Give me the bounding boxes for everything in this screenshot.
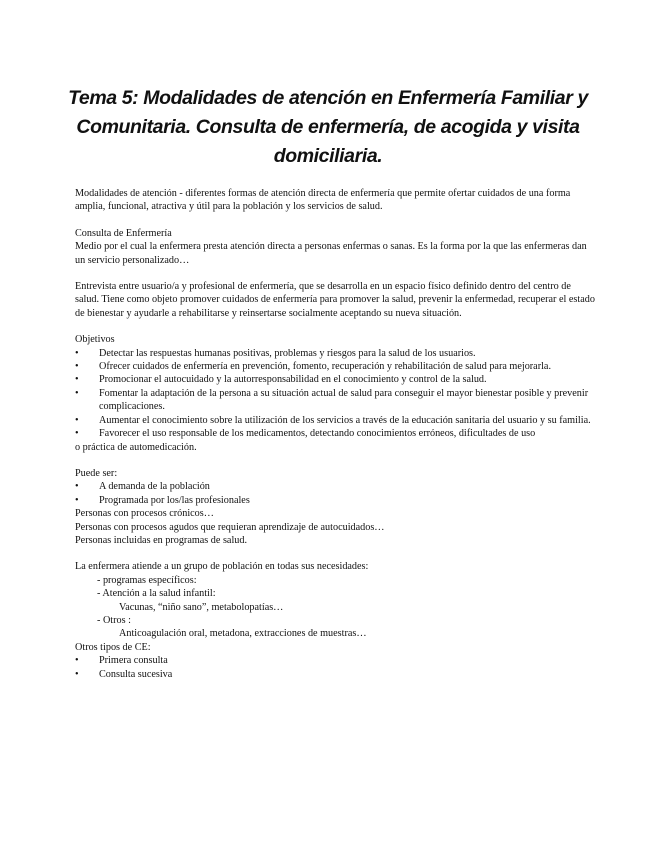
- grupo-infantil-detail: Vacunas, “niño sano”, metabolopatías…: [119, 601, 284, 613]
- grupo-heading: La enfermera atiende a un grupo de población en todas sus necesidades:: [75, 561, 369, 573]
- puede-ser-line: Personas incluidas en programas de salud.: [75, 534, 248, 546]
- document-body: [75, 187, 595, 681]
- objetivo-item: • Aumentar el conocimiento sobre la utilización de los servicios a través de la educación sanitaria del usuario y su familia.: [75, 414, 595, 427]
- objetivo-item: • Ofrecer cuidados de enfermería en prevención, fomento, recuperación y rehabilitación de salud para mejorarla.: [75, 360, 595, 373]
- title-line-1: Tema 5: Modalidades de atención en Enfermería Familiar y: [68, 87, 588, 109]
- puede-ser-item: • A demanda de la población: [75, 480, 595, 493]
- title-line-2: Comunitaria. Consulta de enfermería, de acogida y visita domiciliaria.: [76, 116, 580, 167]
- page-title: [40, 84, 616, 171]
- objetivo-item: • Favorecer el uso responsable de los medicamentos, detectando conocimientos erróneos, dificultades de uso: [75, 427, 595, 440]
- objetivos-heading: Objetivos: [75, 334, 115, 346]
- entrevista-paragraph: Entrevista entre usuario/a y profesional de enfermería, que se desarrolla en un espacio físico definido dentro del centro de salud. Tiene como objeto promover cuidados de enfermería para promover la salud, prevenir la enfermedad, recuperar el estado de bienestar y ayudarle a rehabilitarse y reinsertarse socialmente aceptando su nueva situación.: [75, 281, 595, 319]
- consulta-paragraph: Medio por el cual la enfermera presta atención directa a personas enfermas o sanas. Es la forma por la que las enfermeras dan un servicio personalizado…: [75, 241, 587, 266]
- puede-ser-line: Personas con procesos agudos que requieran aprendizaje de autocuidados…: [75, 521, 385, 533]
- objetivos-tail: o práctica de automedicación.: [75, 441, 197, 453]
- grupo-sub-otros: - Otros :: [97, 614, 131, 626]
- otros-tipos-item: • Primera consulta: [75, 654, 595, 667]
- puede-ser-heading: Puede ser:: [75, 467, 118, 479]
- grupo-sub-infantil: - Atención a la salud infantil:: [97, 588, 216, 600]
- intro-paragraph: Modalidades de atención - diferentes formas de atención directa de enfermería que permite ofertar cuidados de una forma amplia, funcional, atractiva y útil para la población y los servicios de salud.: [75, 188, 571, 213]
- grupo-sub-programas: - programas específicos:: [97, 574, 197, 586]
- grupo-otros-detail: Anticoagulación oral, metadona, extracciones de muestras…: [119, 628, 367, 640]
- objetivo-item: • Promocionar el autocuidado y la autorresponsabilidad en el conocimiento y control de la salud.: [75, 373, 595, 386]
- objetivo-item: • Detectar las respuestas humanas positivas, problemas y riesgos para la salud de los usuarios.: [75, 347, 595, 360]
- otros-tipos-item: • Consulta sucesiva: [75, 668, 595, 681]
- otros-tipos-heading: Otros tipos de CE:: [75, 641, 151, 653]
- consulta-heading: Consulta de Enfermería: [75, 227, 172, 239]
- puede-ser-item: • Programada por los/las profesionales: [75, 494, 595, 507]
- puede-ser-line: Personas con procesos crónicos…: [75, 508, 214, 520]
- objetivo-item: • Fomentar la adaptación de la persona a su situación actual de salud para conseguir el mayor bienestar posible y prevenir complicaciones.: [75, 387, 595, 414]
